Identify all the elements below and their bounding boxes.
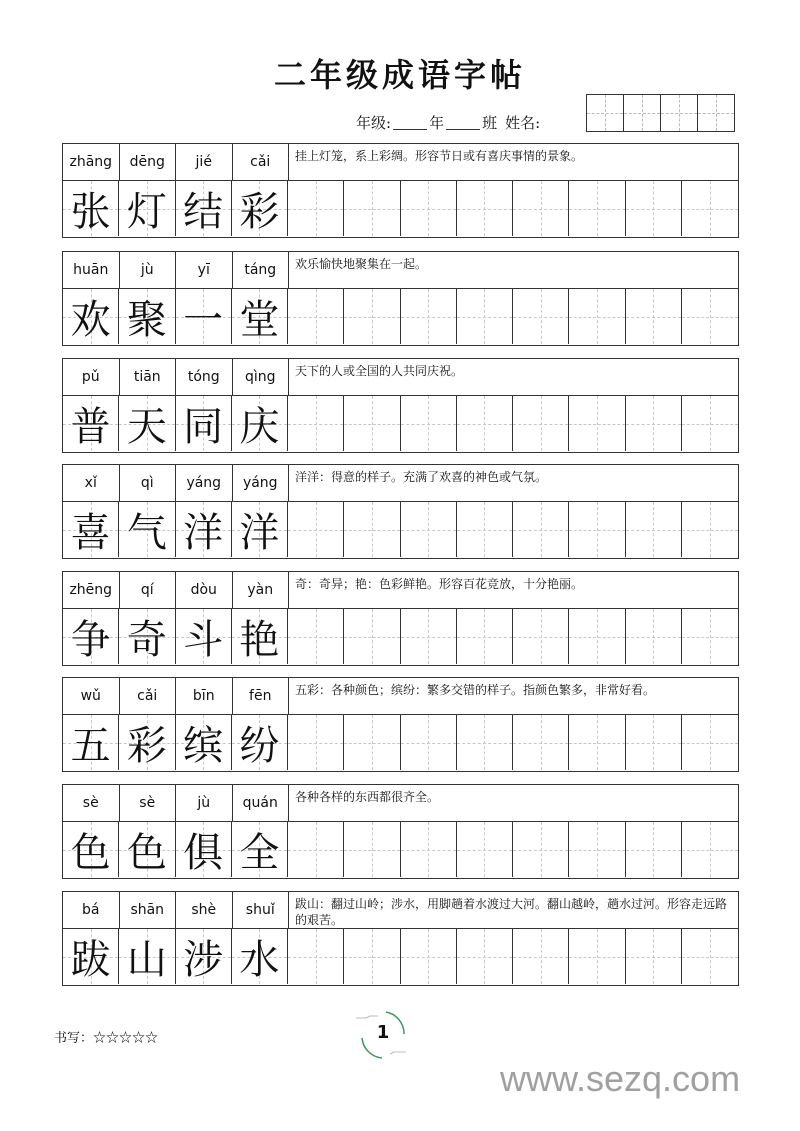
model-char: 涉 (183, 937, 224, 983)
practice-cell[interactable] (682, 609, 738, 664)
model-char-cell (119, 181, 175, 236)
model-char-cell (119, 396, 175, 451)
model-char-cell (232, 609, 288, 664)
model-char: 同 (183, 404, 224, 450)
practice-cell[interactable] (626, 929, 682, 984)
idiom-block (62, 677, 739, 772)
model-char: 天 (126, 404, 167, 450)
practice-cell[interactable] (569, 929, 625, 984)
definition: 跋山：翻过山岭；涉水，用脚趟着水渡过大河。翻山越岭，趟水过河。形容走远路的艰苦。 (295, 897, 728, 927)
practice-cell[interactable] (682, 396, 738, 451)
pinyin: sè (120, 785, 177, 821)
pinyin: bīn (176, 678, 233, 714)
pinyin: qí (120, 572, 177, 608)
pinyin: dēng (120, 144, 177, 180)
practice-cell[interactable] (626, 289, 682, 344)
pinyin: qìng (233, 359, 290, 395)
model-char: 艳 (239, 617, 280, 663)
practice-cell[interactable] (682, 181, 738, 236)
pinyin: tiān (120, 359, 177, 395)
model-char-cell (63, 181, 119, 236)
model-char: 气 (126, 510, 167, 556)
practice-cell[interactable] (682, 822, 738, 877)
name-box[interactable] (661, 95, 698, 131)
pinyin: huān (63, 252, 120, 288)
model-char: 五 (70, 723, 111, 769)
practice-cell[interactable] (401, 289, 457, 344)
idiom-block (62, 784, 739, 879)
model-char: 水 (239, 937, 280, 983)
practice-cell[interactable] (682, 289, 738, 344)
model-char-cell (176, 715, 232, 770)
model-char-cell (63, 929, 119, 984)
idiom-block (62, 143, 739, 238)
practice-cell[interactable] (513, 715, 569, 770)
model-char-cell (176, 289, 232, 344)
model-char: 跋 (70, 937, 111, 983)
idiom-block (62, 251, 739, 346)
model-char-cell (63, 715, 119, 770)
practice-cell[interactable] (401, 609, 457, 664)
definition: 洋洋：得意的样子。充满了欢喜的神色或气氛。 (295, 470, 548, 484)
practice-cell[interactable] (626, 396, 682, 451)
practice-cell[interactable] (569, 181, 625, 236)
practice-cell[interactable] (288, 502, 344, 557)
model-char: 灯 (126, 189, 167, 235)
model-char-cell (176, 502, 232, 557)
practice-cell[interactable] (288, 609, 344, 664)
practice-cell[interactable] (457, 822, 513, 877)
model-char-cell (119, 289, 175, 344)
model-char-cell (232, 289, 288, 344)
practice-cell[interactable] (626, 181, 682, 236)
model-char: 彩 (126, 723, 167, 769)
pinyin-row (63, 359, 738, 396)
practice-cell[interactable] (344, 396, 400, 451)
year-suffix: 年 (429, 114, 445, 132)
practice-cell[interactable] (344, 289, 400, 344)
model-char-cell (119, 715, 175, 770)
practice-cell[interactable] (626, 502, 682, 557)
definition: 挂上灯笼，系上彩绸。形容节日或有喜庆事情的景象。 (295, 149, 584, 163)
practice-cell[interactable] (344, 502, 400, 557)
name-box[interactable] (624, 95, 661, 131)
idiom-block (62, 891, 739, 986)
practice-row (63, 289, 738, 344)
model-char: 全 (239, 830, 280, 876)
model-char-cell (232, 822, 288, 877)
model-char-cell (176, 822, 232, 877)
practice-cell[interactable] (513, 609, 569, 664)
pinyin: cǎi (120, 678, 177, 714)
model-char: 色 (126, 830, 167, 876)
pinyin: dòu (176, 572, 233, 608)
practice-cell[interactable] (401, 396, 457, 451)
practice-cell[interactable] (288, 822, 344, 877)
practice-cell[interactable] (457, 289, 513, 344)
practice-cell[interactable] (513, 822, 569, 877)
pinyin: wǔ (63, 678, 120, 714)
practice-cell[interactable] (288, 929, 344, 984)
pinyin: shè (176, 892, 233, 928)
pinyin-row (63, 678, 738, 715)
practice-cell[interactable] (457, 609, 513, 664)
practice-cell[interactable] (401, 929, 457, 984)
model-char: 斗 (183, 617, 224, 663)
model-char: 欢 (70, 297, 111, 343)
model-char-cell (63, 289, 119, 344)
definition: 天下的人或全国的人共同庆祝。 (295, 364, 464, 378)
pinyin: yáng (176, 465, 233, 501)
practice-row (63, 715, 738, 770)
practice-cell[interactable] (569, 609, 625, 664)
practice-cell[interactable] (457, 502, 513, 557)
model-char-cell (63, 502, 119, 557)
pinyin: zhāng (63, 144, 120, 180)
pinyin: jù (120, 252, 177, 288)
practice-cell[interactable] (682, 502, 738, 557)
pinyin: pǔ (63, 359, 120, 395)
model-char-cell (176, 396, 232, 451)
model-char-cell (119, 609, 175, 664)
practice-cell[interactable] (626, 715, 682, 770)
practice-cell[interactable] (344, 822, 400, 877)
practice-cell[interactable] (569, 289, 625, 344)
practice-cell[interactable] (344, 181, 400, 236)
practice-cell[interactable] (569, 822, 625, 877)
definition: 奇：奇异；艳：色彩鲜艳。形容百花竞放，十分艳丽。 (295, 577, 584, 591)
pinyin-row (63, 144, 738, 181)
model-char-cell (176, 929, 232, 984)
practice-cell[interactable] (344, 609, 400, 664)
model-char-cell (232, 502, 288, 557)
name-label: 姓名: (505, 114, 541, 132)
pinyin-row (63, 892, 738, 929)
pinyin-row (63, 252, 738, 289)
model-char-cell (176, 181, 232, 236)
model-char-cell (176, 609, 232, 664)
watermark: www.sezq.com (500, 1058, 741, 1099)
practice-cell[interactable] (288, 181, 344, 236)
practice-cell[interactable] (288, 715, 344, 770)
pinyin: táng (233, 252, 290, 288)
name-boxes[interactable] (586, 94, 735, 132)
grade-blank[interactable] (393, 115, 427, 130)
pinyin: quán (233, 785, 290, 821)
pinyin: sè (63, 785, 120, 821)
pinyin: shuǐ (233, 892, 290, 928)
practice-row (63, 609, 738, 664)
model-char: 张 (70, 189, 111, 235)
practice-row (63, 181, 738, 236)
model-char: 一 (183, 297, 224, 343)
practice-cell[interactable] (457, 181, 513, 236)
practice-cell[interactable] (401, 181, 457, 236)
practice-cell[interactable] (513, 396, 569, 451)
practice-cell[interactable] (513, 181, 569, 236)
practice-cell[interactable] (569, 502, 625, 557)
student-info (356, 112, 540, 133)
practice-row (63, 929, 738, 984)
model-char-cell (63, 396, 119, 451)
practice-row (63, 822, 738, 877)
name-box[interactable] (698, 95, 734, 131)
model-char: 洋 (239, 510, 280, 556)
practice-cell[interactable] (457, 929, 513, 984)
model-char: 结 (183, 189, 224, 235)
class-suffix: 班 (482, 114, 498, 132)
definition: 五彩：各种颜色；缤纷：繁多交错的样子。指颜色繁多，非常好看。 (295, 683, 656, 697)
practice-cell[interactable] (569, 396, 625, 451)
idiom-block (62, 571, 739, 666)
pinyin-row (63, 572, 738, 609)
model-char: 纷 (239, 723, 280, 769)
model-char: 洋 (183, 510, 224, 556)
model-char-cell (119, 929, 175, 984)
practice-cell[interactable] (513, 289, 569, 344)
idiom-block (62, 358, 739, 453)
practice-cell[interactable] (513, 502, 569, 557)
pinyin: xǐ (63, 465, 120, 501)
model-char-cell (232, 929, 288, 984)
model-char: 缤 (183, 723, 224, 769)
writing-rating: 书写：☆☆☆☆☆ (54, 1031, 159, 1046)
model-char: 奇 (126, 617, 167, 663)
model-char-cell (63, 609, 119, 664)
model-char-cell (63, 822, 119, 877)
pinyin: qì (120, 465, 177, 501)
model-char: 普 (70, 404, 111, 450)
pinyin: yáng (233, 465, 290, 501)
practice-cell[interactable] (344, 715, 400, 770)
pinyin-row (63, 785, 738, 822)
pinyin: yī (176, 252, 233, 288)
pinyin: bá (63, 892, 120, 928)
practice-cell[interactable] (288, 289, 344, 344)
practice-row (63, 396, 738, 451)
model-char: 俱 (183, 830, 224, 876)
pinyin: shān (120, 892, 177, 928)
model-char: 庆 (239, 404, 280, 450)
practice-cell[interactable] (457, 396, 513, 451)
model-char: 彩 (239, 189, 280, 235)
model-char: 聚 (126, 297, 167, 343)
pinyin: jù (176, 785, 233, 821)
pinyin: zhēng (63, 572, 120, 608)
model-char: 山 (126, 937, 167, 983)
pinyin: tóng (176, 359, 233, 395)
model-char: 色 (70, 830, 111, 876)
page-number-text: 1 (376, 1022, 390, 1043)
definition: 各种各样的东西都很齐全。 (295, 790, 440, 804)
practice-cell[interactable] (626, 822, 682, 877)
grade-label: 年级: (356, 114, 392, 132)
page-number (356, 1008, 410, 1062)
practice-cell[interactable] (513, 929, 569, 984)
page-title: 二年级成语字帖 (273, 56, 526, 94)
practice-cell[interactable] (401, 822, 457, 877)
practice-row (63, 502, 738, 557)
practice-cell[interactable] (682, 715, 738, 770)
idiom-block (62, 464, 739, 559)
class-blank[interactable] (446, 115, 480, 130)
model-char-cell (119, 822, 175, 877)
pinyin: jié (176, 144, 233, 180)
model-char-cell (232, 181, 288, 236)
pinyin: cǎi (233, 144, 290, 180)
practice-cell[interactable] (401, 502, 457, 557)
practice-cell[interactable] (682, 929, 738, 984)
practice-cell[interactable] (401, 715, 457, 770)
pinyin: yàn (233, 572, 290, 608)
practice-cell[interactable] (569, 715, 625, 770)
practice-cell[interactable] (457, 715, 513, 770)
pinyin-row (63, 465, 738, 502)
model-char-cell (232, 396, 288, 451)
practice-cell[interactable] (344, 929, 400, 984)
model-char-cell (232, 715, 288, 770)
practice-cell[interactable] (626, 609, 682, 664)
model-char-cell (119, 502, 175, 557)
model-char: 堂 (239, 297, 280, 343)
practice-cell[interactable] (288, 396, 344, 451)
model-char: 喜 (70, 510, 111, 556)
definition: 欢乐愉快地聚集在一起。 (295, 257, 428, 271)
name-box[interactable] (587, 95, 624, 131)
model-char: 争 (70, 617, 111, 663)
pinyin: fēn (233, 678, 290, 714)
